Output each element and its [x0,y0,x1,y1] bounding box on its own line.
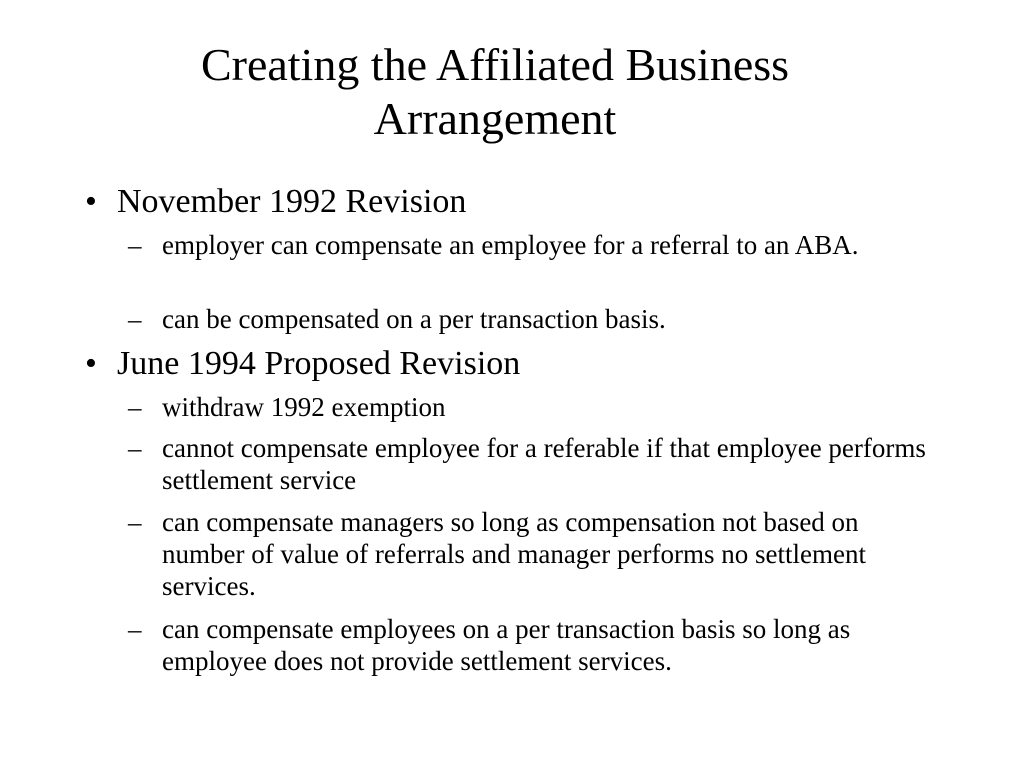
sub-item-text: can compensate managers so long as compensation not based on number of value of referrals and manager performs no settlement services. [162,507,866,601]
slide-title [60,38,930,146]
sub-item-text: can be compensated on a per transaction basis. [162,304,666,334]
bullet-marker: • [85,345,97,382]
sub-item-text: employer can compensate an employee for a referral to an ABA. [162,230,859,260]
bullet-marker: • [85,183,97,220]
sub-marker: – [128,433,142,463]
sub-marker: – [128,507,142,537]
slide-title-line-2: Arrangement [373,93,617,144]
sub-marker: – [128,392,142,422]
sub-item-text: can compensate employees on a per transaction basis so long as employee does not provide settlement services. [162,614,851,676]
bullet-heading: June 1994 Proposed Revision [117,345,521,382]
bullet-heading: November 1992 Revision [117,183,467,220]
sub-marker: – [128,304,142,334]
sub-item-text: withdraw 1992 exemption [162,392,446,422]
sub-item-text: cannot compensate employee for a referable if that employee performs settlement service [162,433,926,495]
slide-title-line-1: Creating the Affiliated Business [200,39,790,90]
sub-marker: – [128,230,142,260]
sub-marker: – [128,614,142,644]
